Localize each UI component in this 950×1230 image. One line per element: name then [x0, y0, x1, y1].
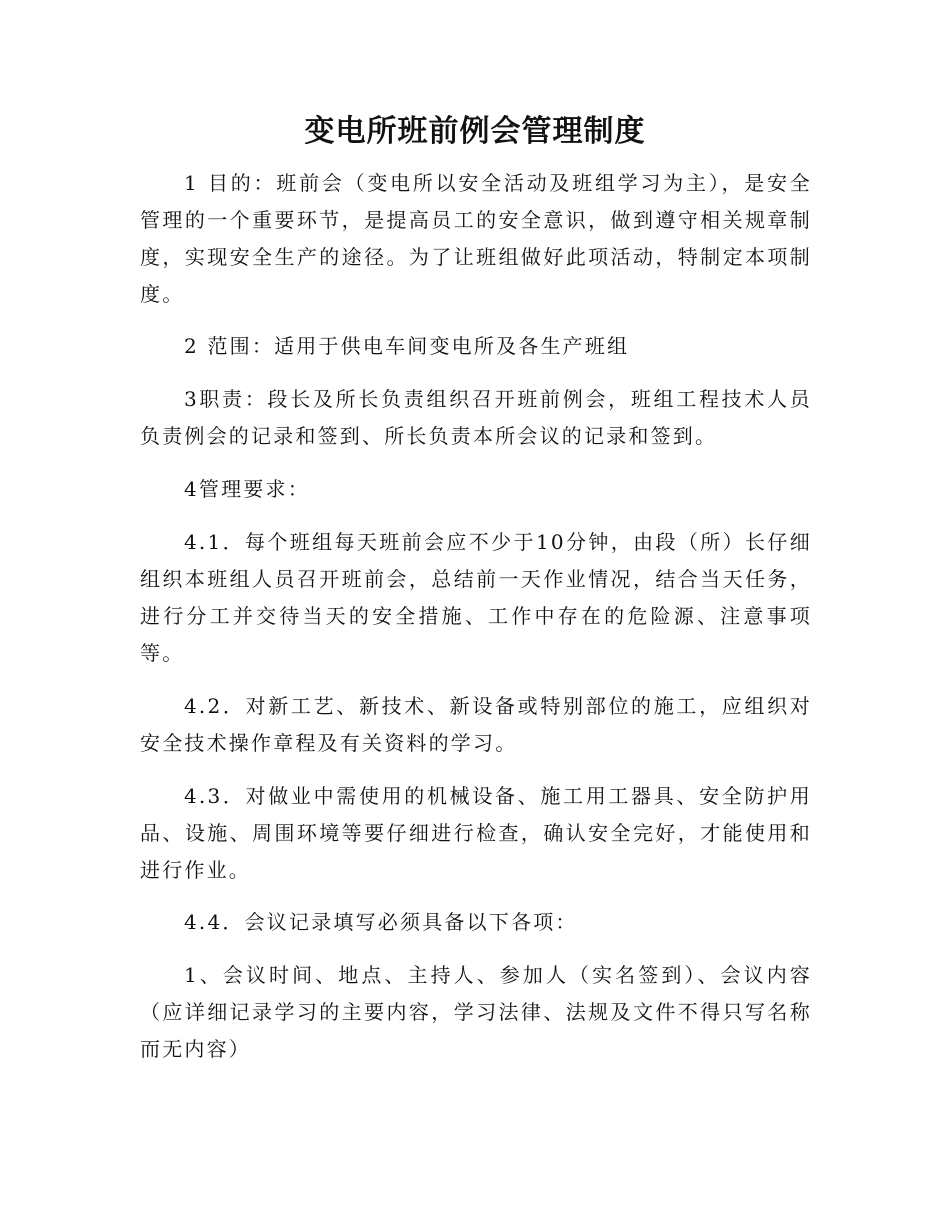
paragraph-purpose: 1 目的：班前会（变电所以安全活动及班组学习为主），是安全管理的一个重要环节，是提高员工的安全意识，做到遵守相关规章制度，实现安全生产的途径。为了让班组做好此项活动，特制定本项制度。: [140, 171, 812, 306]
paragraph-requirement-4-4: 4.4．会议记录填写必须具备以下各项：: [184, 910, 578, 934]
paragraph-management-requirements-heading: 4管理要求：: [184, 477, 310, 501]
paragraph-meeting-record-item-1: 1、会议时间、地点、主持人、参加人（实名签到）、会议内容（应详细记录学习的主要内容，学习法律、法规及文件不得只写名称而无内容）: [140, 963, 812, 1061]
paragraph-requirement-4-3: 4.3．对做业中需使用的机械设备、施工用工器具、安全防护用品、设施、周围环境等要仔细进行检查，确认安全完好，才能使用和进行作业。: [140, 784, 812, 882]
document-title: 变电所班前例会管理制度: [304, 114, 646, 149]
paragraph-scope: 2 范围：适用于供电车间变电所及各生产班组: [184, 334, 630, 358]
paragraph-requirement-4-1: 4.1．每个班组每天班前会应不少于10分钟，由段（所）长仔细组织本班组人员召开班前会，总结前一天作业情况，结合当天任务，进行分工并交待当天的安全措施、工作中存在的危险源、注意事项等。: [140, 530, 812, 665]
paragraph-requirement-4-2: 4.2．对新工艺、新技术、新设备或特别部位的施工，应组织对安全技术操作章程及有关资料的学习。: [140, 694, 812, 755]
paragraph-responsibilities: 3职责：段长及所长负责组织召开班前例会，班组工程技术人员负责例会的记录和签到、所长负责本所会议的记录和签到。: [140, 387, 812, 448]
